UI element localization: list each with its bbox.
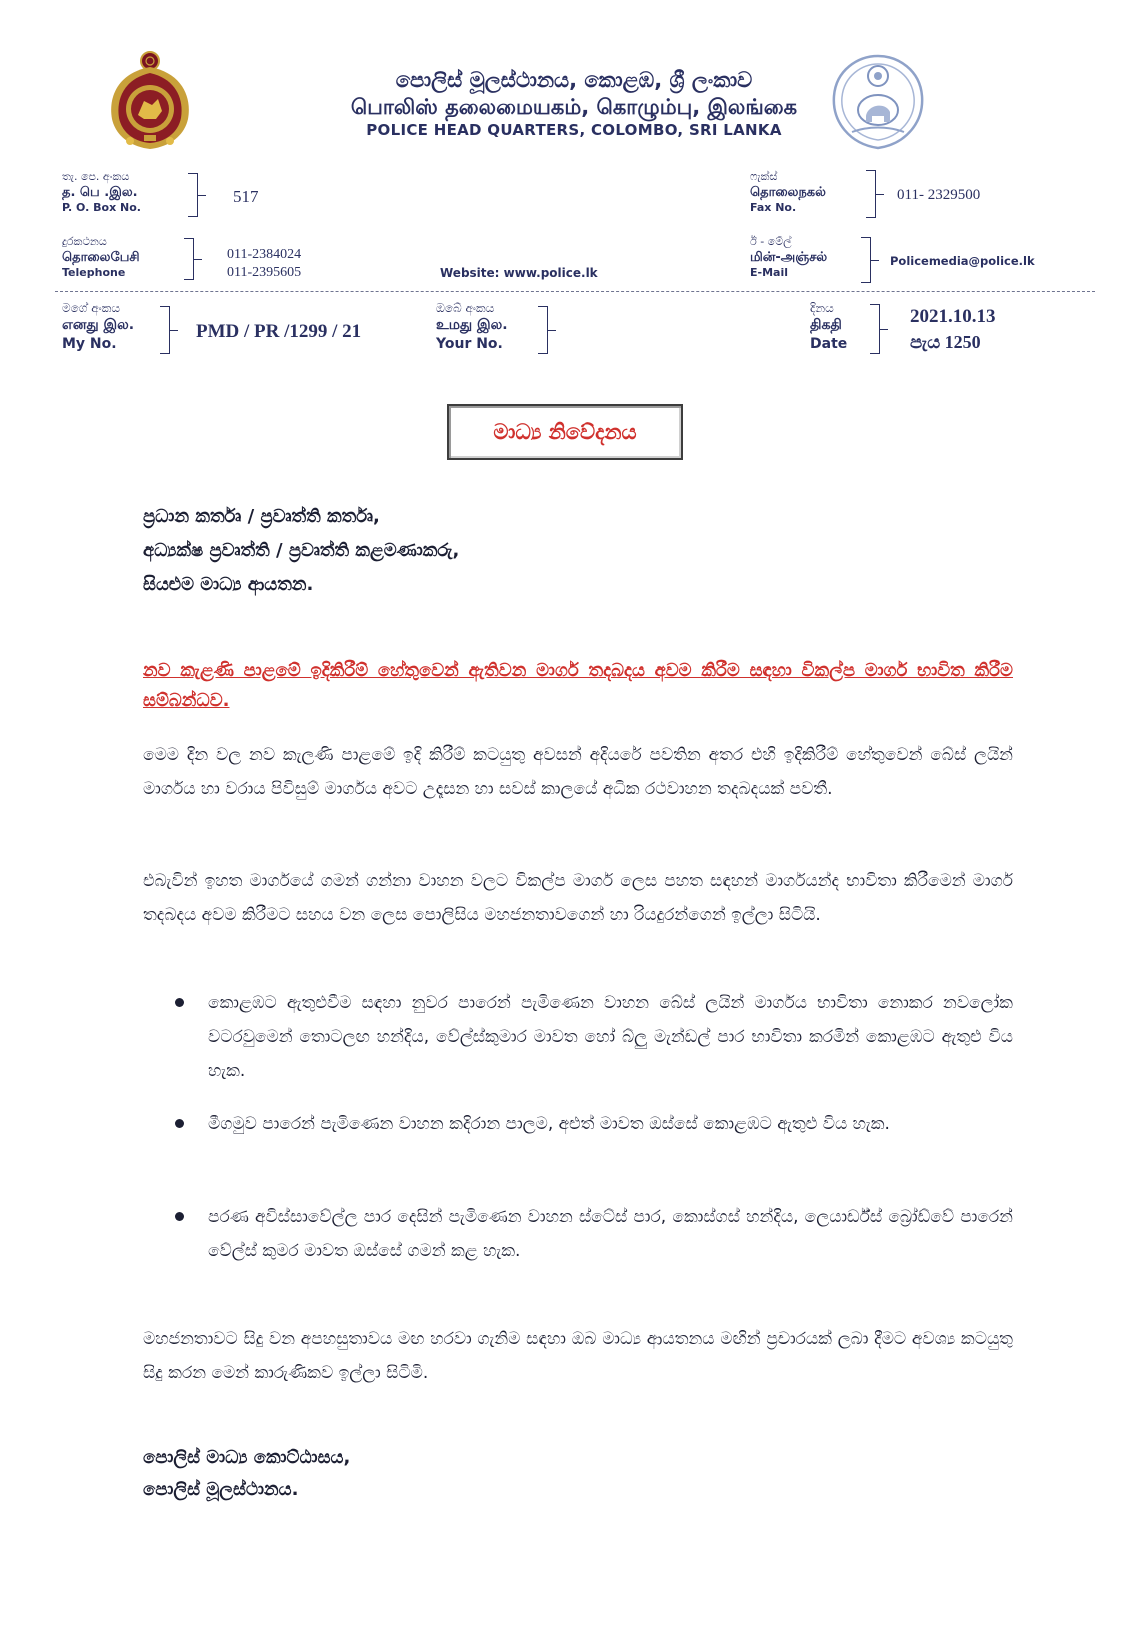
- bullet-icon: [175, 1212, 184, 1221]
- date-label: දිනය திகதி Date: [810, 301, 848, 352]
- telephone-value-2: 011-2395605: [227, 265, 302, 280]
- my-no-label: මගේ අංකය எனது இல. My No.: [62, 301, 135, 352]
- header-divider: [55, 291, 1095, 292]
- bracket: [160, 306, 170, 354]
- body-paragraph: මෙම දින වල නව කැලණි පාළමේ ඉදි කිරීම් කටයුතු අවසන් අදියරේ පවතින අතර එහි ඉදිකිරීම් හේතුවෙන් බේස් ලයින් මාර්ගය හා වරාය පිවිසුම් මාර්ගය අවට උදෑසන හා සවස් කාලයේ අධික රථවාහන තදබදයක් පවතී.: [143, 745, 1013, 799]
- addressee-line: අධ්‍යක්ෂ ප්‍රවෘත්ති / ප්‍රවෘත්ති කළමණාකරු,: [143, 540, 460, 561]
- signature-line: පොලිස් මූලස්ථානය.: [143, 1479, 299, 1500]
- bullet-icon: [175, 998, 184, 1007]
- addressee-line: ප්‍රධාන කර්තෘ / ප්‍රවෘත්ති කර්තෘ,: [143, 506, 380, 527]
- telephone-label: දුරකථනය தொலைபேசி Telephone: [62, 235, 140, 279]
- my-no-value: PMD / PR /1299 / 21: [196, 321, 362, 342]
- email-label: ඊ - මේල් மின்-அஞ்சல் E-Mail: [750, 235, 828, 279]
- bullet-icon: [175, 1119, 184, 1128]
- list-item-text: මීගමුව පාරෙන් පැමිණෙන වාහන කදිරාන පාලම, අළුත් මාවත ඔස්සේ කොළඹට ඇතුළු විය හැක.: [208, 1114, 890, 1134]
- bracket: [184, 238, 194, 280]
- bracket: [538, 306, 548, 354]
- document-title: මාධ්‍ය නිවේදනය: [447, 404, 683, 460]
- bracket: [866, 170, 876, 218]
- closing-paragraph: මහජනතාවට සිදු වන අපහසුතාවය මඟ හරවා ගැනිම සඳහා ඔබ මාධ්‍ය ආයතනය මඟින් ප්‍රචාරයක් ලබා දීමට අවශ්‍ය කටයුතු සිදු කරන මෙන් කාරුණිකව ඉල්ලා සිටිමි.: [143, 1329, 1013, 1383]
- sri-lanka-emblem-icon: [100, 45, 200, 153]
- bracket: [861, 237, 871, 283]
- pobox-value: 517: [233, 187, 259, 206]
- fax-value: 011- 2329500: [897, 187, 981, 203]
- pobox-label: තැ. පෙ. අංකය த. பெ .இல. P. O. Box No.: [62, 170, 141, 214]
- addressee-line: සියළුම මාධ්‍ය ආයතන.: [143, 574, 314, 595]
- org-name-sinhala: පොලිස් මූලස්ථානය, කොළඹ, ශ්‍රී ලංකාව: [395, 68, 753, 92]
- org-name-tamil: பொலிஸ் தலைமையகம், கொழும்பு, இலங்கை: [350, 95, 798, 119]
- website-link[interactable]: Website: www.police.lk: [440, 266, 598, 280]
- time-value: පැය 1250: [910, 332, 981, 352]
- body-paragraph: එබැවින් ඉහත මාර්ගයේ ගමන් ගන්නා වාහන වලට විකල්ප මාර්ග ලෙස පහත සඳහන් මාර්ගයන්ද භාවිතා කිරීමෙන් මාර්ග තදබදය අවම කිරීමට සහය වන ලෙස පොලිසිය මහජනතාවගෙන් හා රියදුරන්ගෙන් ඉල්ලා සිටියි.: [143, 871, 1013, 925]
- your-no-label: ඔබේ අංකය உமது இல. Your No.: [436, 301, 508, 352]
- list-item-text: කොළඹට ඇතුළුවීම සඳහා නුවර පාරෙන් පැමිණෙන වාහන බේස් ලයින් මාර්ගය භාවිතා නොකර නවලෝක වටරවුමෙන් තොටලඟ හන්දිය, වේල්ස්කුමාර මාවත හෝ බ්ලු මැන්ඩල් පාර භාවිතා කරමින් කොළඹට ඇතුළු විය හැක.: [208, 993, 1013, 1081]
- subject-line: නව කැළණි පාළමේ ඉදිකිරීම් හේතුවෙන් ඇතිවන මාර්ග තදබදය අවම කිරීම සඳහා විකල්ප මාර්ග භාවිත කිරීම සම්බන්ධව.: [143, 660, 1013, 711]
- org-name-english: POLICE HEAD QUARTERS, COLOMBO, SRI LANKA: [366, 121, 782, 139]
- bracket: [188, 173, 198, 217]
- email-value[interactable]: Policemedia@police.lk: [890, 254, 1035, 268]
- telephone-value-1: 011-2384024: [227, 247, 302, 262]
- date-value: 2021.10.13: [910, 306, 996, 327]
- bracket: [870, 304, 880, 354]
- fax-label: ෆැක්ස් தொலைநகல் Fax No.: [750, 170, 826, 214]
- list-item-text: පරණ අවිස්සාවේල්ල පාර දෙසින් පැමිණෙන වාහන ස්ටේස් පාර, කොස්ගස් හන්දිය, ලෙයාර්ඩ්ස් බ්‍රෝඩ්වේ පාරෙන් වේල්ස් කුමර මාවත ඔස්සේ ගමන් කළ හැක.: [208, 1207, 1013, 1261]
- signature-line: පොලිස් මාධ්‍ය කොට්ඨාසය,: [143, 1447, 351, 1468]
